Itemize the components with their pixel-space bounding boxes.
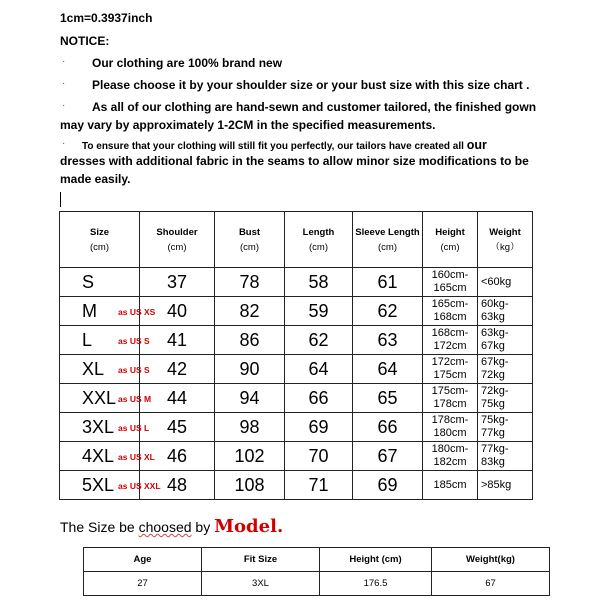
- model-value-row: [84, 572, 550, 596]
- unit-conversion: 1cm=0.3937inch: [60, 11, 153, 25]
- model-size-title: The Size be choosed by Model.: [60, 516, 284, 537]
- length-cell: 59: [285, 297, 353, 326]
- height-cell: 185cm: [423, 471, 478, 500]
- height-cell: 165cm-168cm: [423, 297, 478, 326]
- notice-line-3b: may vary by approximately 1-2CM in the specified measurements.: [60, 118, 436, 132]
- header-weight: Weight （kg）: [478, 212, 533, 268]
- weight-cell: 67kg-72kg: [478, 355, 533, 384]
- size-row: [60, 471, 533, 500]
- size-label: 5XL: [82, 474, 115, 495]
- size-label: L: [82, 329, 93, 350]
- notice-line-4a: [82, 138, 487, 152]
- size-row: [60, 326, 533, 355]
- model-header-weight: Weight(kg): [432, 548, 550, 572]
- size-chart-header-row: [60, 212, 533, 268]
- bullet-dot: ·: [62, 56, 66, 67]
- shoulder-cell: 41: [140, 326, 215, 355]
- header-shoulder: Shoulder (cm): [140, 212, 215, 268]
- shoulder-cell: 37: [140, 268, 215, 297]
- length-cell: 62: [285, 326, 353, 355]
- length-cell: 71: [285, 471, 353, 500]
- size-cell: [60, 442, 155, 471]
- weight-cell: 60kg-63kg: [478, 297, 533, 326]
- bust-cell: 86: [215, 326, 285, 355]
- size-label: XL: [82, 358, 105, 379]
- sleeve-cell: 63: [353, 326, 423, 355]
- weight-cell: 77kg-83kg: [478, 442, 533, 471]
- text-cursor: [60, 192, 61, 207]
- sleeve-cell: 65: [353, 384, 423, 413]
- us-size-equivalent: as US L: [118, 423, 150, 433]
- model-weight: 67: [432, 572, 550, 596]
- header-length: Length (cm): [285, 212, 353, 268]
- notice-line-4a-emphasis: our: [466, 138, 487, 152]
- size-cell: [60, 471, 161, 500]
- bullet-dot: ·: [62, 78, 66, 89]
- shoulder-cell: 48: [140, 471, 215, 500]
- shoulder-cell: 40: [140, 297, 215, 326]
- bust-cell: 78: [215, 268, 285, 297]
- notice-line-4b: dresses with additional fabric in the seams to allow minor size modifications to be: [60, 154, 529, 168]
- bust-cell: 102: [215, 442, 285, 471]
- model-header-fit-size: Fit Size: [202, 548, 320, 572]
- size-chart-table: [59, 211, 533, 500]
- header-height: Height (cm): [423, 212, 478, 268]
- us-size-equivalent: as US M: [118, 394, 152, 404]
- notice-line-4a-text: To ensure that your clothing will still fit you perfectly, our tailors have created all: [82, 141, 464, 152]
- sleeve-cell: 67: [353, 442, 423, 471]
- us-size-equivalent: as US S: [118, 365, 150, 375]
- size-cell: [60, 384, 152, 413]
- model-height: 176.5: [320, 572, 432, 596]
- header-size: Size (cm): [60, 212, 140, 268]
- sleeve-cell: 62: [353, 297, 423, 326]
- size-row: [60, 268, 533, 297]
- length-cell: 58: [285, 268, 353, 297]
- notice-line-3a: As all of our clothing are hand-sewn and customer tailored, the finished gown: [92, 100, 537, 114]
- weight-cell: 63kg-67kg: [478, 326, 533, 355]
- us-size-equivalent: as US S: [118, 336, 150, 346]
- model-age: 27: [84, 572, 202, 596]
- model-info-table: [83, 547, 550, 596]
- size-label: XXL: [82, 387, 117, 408]
- sleeve-cell: 64: [353, 355, 423, 384]
- size-label: 3XL: [82, 416, 115, 437]
- size-cell: [60, 413, 150, 442]
- us-size-equivalent: as US XS: [118, 307, 156, 317]
- height-cell: 168cm-172cm: [423, 326, 478, 355]
- sleeve-cell: 66: [353, 413, 423, 442]
- size-row: [60, 297, 533, 326]
- shoulder-cell: 42: [140, 355, 215, 384]
- weight-cell: 75kg-77kg: [478, 413, 533, 442]
- height-cell: 160cm-165cm: [423, 268, 478, 297]
- bust-cell: 108: [215, 471, 285, 500]
- notice-title: NOTICE:: [60, 34, 110, 48]
- length-cell: 64: [285, 355, 353, 384]
- bust-cell: 98: [215, 413, 285, 442]
- sleeve-cell: 61: [353, 268, 423, 297]
- header-sleeve-length: Sleeve Length (cm): [353, 212, 423, 268]
- size-row: [60, 413, 533, 442]
- size-cell: [60, 297, 156, 326]
- model-fit-size: 3XL: [202, 572, 320, 596]
- size-label: 4XL: [82, 445, 115, 466]
- bust-cell: 94: [215, 384, 285, 413]
- bullet-dot: ·: [62, 100, 66, 111]
- size-label: S: [82, 271, 95, 292]
- bust-cell: 90: [215, 355, 285, 384]
- size-row: [60, 442, 533, 471]
- weight-cell: <60kg: [478, 268, 533, 297]
- us-size-equivalent: as US XL: [118, 452, 155, 462]
- weight-cell: >85kg: [478, 471, 533, 500]
- height-cell: 180cm-182cm: [423, 442, 478, 471]
- notice-line-4c: made easily.: [60, 172, 131, 186]
- bullet-dot: ·: [62, 138, 66, 149]
- height-cell: 172cm-175cm: [423, 355, 478, 384]
- size-cell: [60, 268, 140, 297]
- notice-line-1: Our clothing are 100% brand new: [92, 56, 283, 70]
- length-cell: 69: [285, 413, 353, 442]
- notice-line-2: Please choose it by your shoulder size or your bust size with this size chart .: [92, 78, 530, 92]
- length-cell: 70: [285, 442, 353, 471]
- model-header-height: Height (cm): [320, 548, 432, 572]
- size-label: M: [82, 300, 97, 321]
- model-header-row: [84, 548, 550, 572]
- weight-cell: 72kg-75kg: [478, 384, 533, 413]
- size-cell: [60, 326, 150, 355]
- shoulder-cell: 46: [140, 442, 215, 471]
- model-header-age: Age: [84, 548, 202, 572]
- height-cell: 175cm-178cm: [423, 384, 478, 413]
- size-row: [60, 355, 533, 384]
- size-row: [60, 384, 533, 413]
- shoulder-cell: 45: [140, 413, 215, 442]
- shoulder-cell: 44: [140, 384, 215, 413]
- size-cell: [60, 355, 150, 384]
- height-cell: 178cm-180cm: [423, 413, 478, 442]
- us-size-equivalent: as US XXL: [118, 481, 161, 491]
- length-cell: 66: [285, 384, 353, 413]
- sleeve-cell: 69: [353, 471, 423, 500]
- header-bust: Bust (cm): [215, 212, 285, 268]
- bust-cell: 82: [215, 297, 285, 326]
